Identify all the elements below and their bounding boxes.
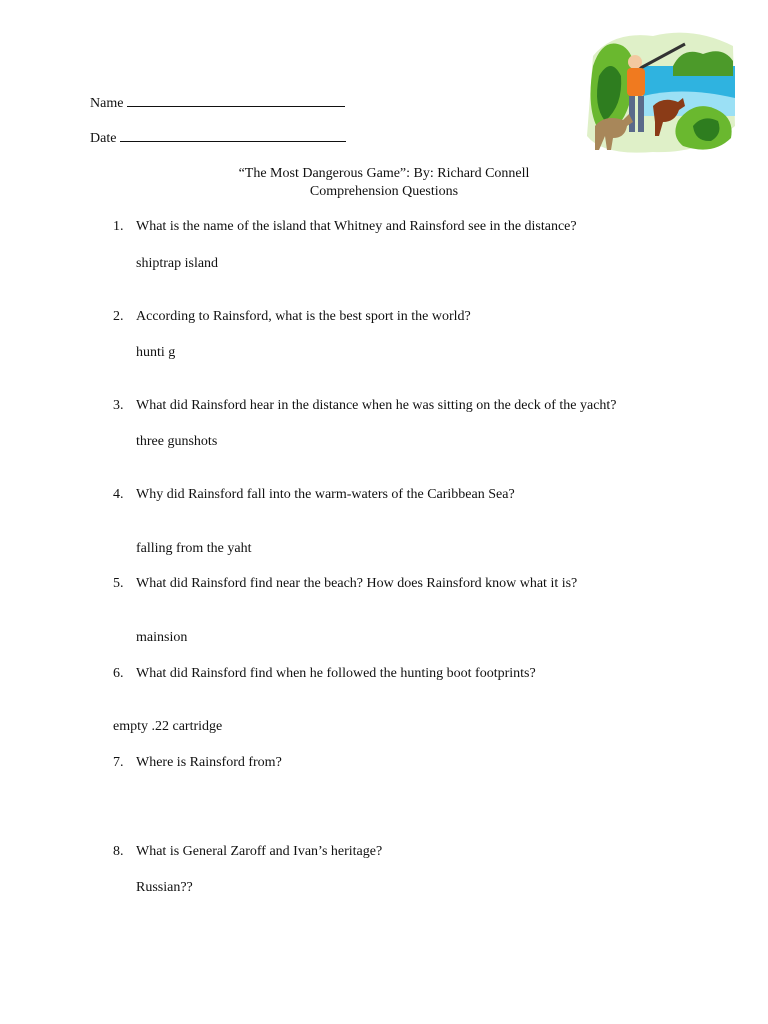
answer-text[interactable]: hunti g (136, 345, 176, 360)
question-text: What is General Zaroff and Ivan’s heritage? (136, 844, 383, 859)
worksheet-subtitle: Comprehension Questions (309, 184, 459, 199)
question-number: 6. (113, 666, 124, 681)
question-text: What did Rainsford hear in the distance when he was sitting on the deck of the yacht? (136, 398, 617, 413)
name-blank-line[interactable] (127, 94, 345, 107)
question-text: According to Rainsford, what is the best sport in the world? (136, 309, 471, 324)
answer-text[interactable]: Russian?? (136, 880, 193, 895)
date-field-row (90, 129, 346, 147)
worksheet-title: “The Most Dangerous Game”: By: Richard Connell (238, 166, 530, 181)
question-text: What did Rainsford find when he followed the hunting boot footprints? (136, 666, 536, 681)
name-field-row (90, 94, 345, 112)
question-number: 3. (113, 398, 124, 413)
question-number: 7. (113, 755, 124, 770)
question-number: 5. (113, 576, 124, 591)
date-blank-line[interactable] (120, 129, 346, 142)
answer-text[interactable]: three gunshots (136, 434, 218, 449)
question-number: 1. (113, 219, 124, 234)
question-number: 4. (113, 487, 124, 502)
name-label: Name (90, 96, 124, 111)
hunter-clipart-icon (583, 26, 739, 158)
hunter-clipart-svg (583, 26, 739, 158)
question-number: 2. (113, 309, 124, 324)
question-text: What did Rainsford find near the beach? How does Rainsford know what it is? (136, 576, 578, 591)
answer-text[interactable]: mainsion (136, 630, 188, 645)
question-text: Why did Rainsford fall into the warm-waters of the Caribbean Sea? (136, 487, 515, 502)
answer-text[interactable]: shiptrap island (136, 256, 219, 271)
answer-text[interactable]: falling from the yaht (136, 541, 252, 556)
question-text: Where is Rainsford from? (136, 755, 282, 770)
question-number: 8. (113, 844, 124, 859)
date-label: Date (90, 131, 117, 146)
answer-text[interactable]: empty .22 cartridge (113, 719, 223, 734)
question-text: What is the name of the island that Whitney and Rainsford see in the distance? (136, 219, 577, 234)
